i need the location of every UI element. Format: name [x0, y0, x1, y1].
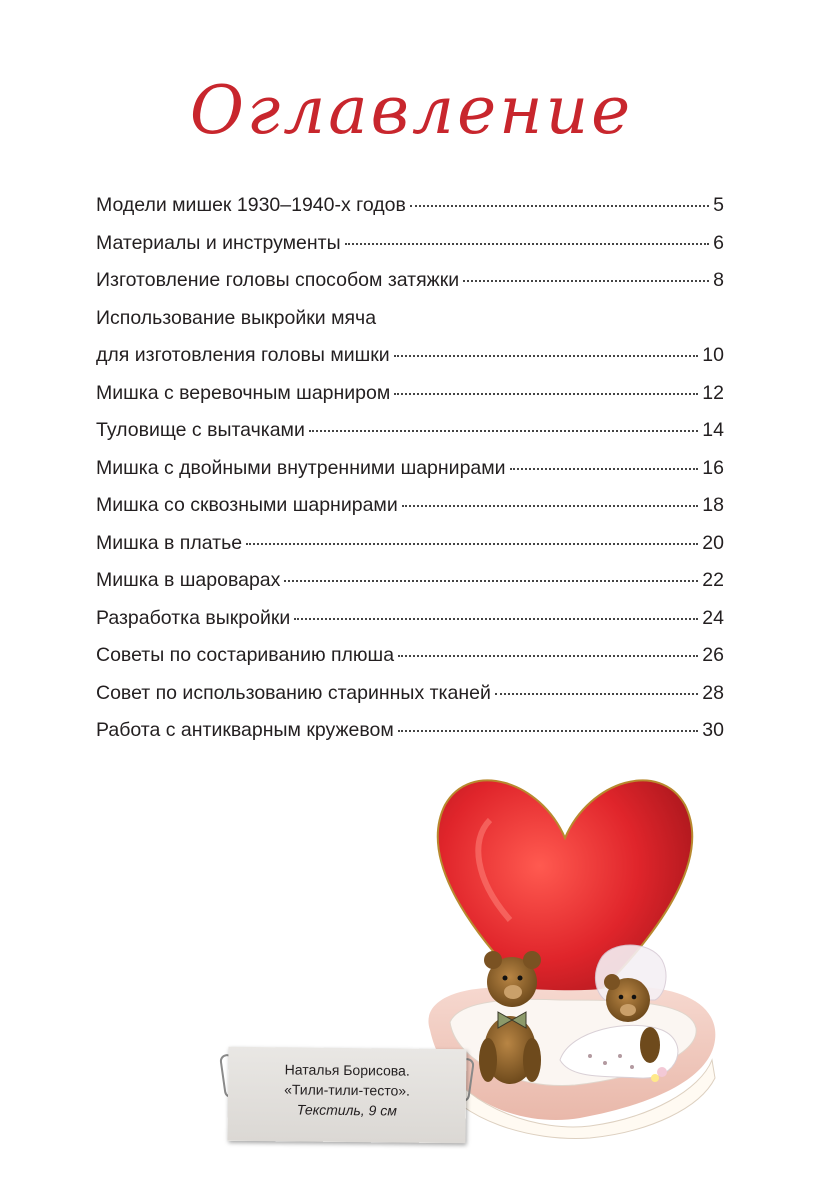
caption-details: Текстиль, 9 см: [296, 1101, 397, 1119]
toc-entry[interactable]: [96, 719, 724, 757]
caption-work: «Тили-тили-тесто».: [284, 1081, 411, 1099]
toc-entry-page: 16: [702, 456, 724, 479]
toc-entry-label: для изготовления головы мишки: [96, 344, 390, 366]
toc-entry[interactable]: [96, 457, 724, 495]
toc-entry-label: Совет по использованию старинных тканей: [96, 681, 491, 704]
toc-entry-page: 24: [702, 606, 724, 629]
toc-entry[interactable]: [96, 232, 724, 270]
toc-entry-label: Модели мишек 1930–1940-х годов: [96, 194, 406, 216]
toc-entry[interactable]: [96, 269, 724, 307]
toc-entry-page: 6: [713, 231, 724, 254]
toc-entry[interactable]: [96, 682, 724, 720]
toc-entry-label: Мишка в шароварах: [96, 569, 281, 591]
toc-entry-label: Туловище с вытачками: [96, 419, 305, 441]
toc-entry-page: 22: [702, 569, 724, 591]
dot-leader: [345, 243, 710, 245]
toc-entry-page: 18: [702, 494, 724, 516]
toc-entry-label: Разработка выкройки: [96, 606, 291, 629]
toc-entry-label: Мишка со сквозными шарнирами: [96, 494, 398, 516]
toc-entry-label: Мишка с веревочным шарниром: [96, 381, 391, 404]
toc-entry-label: Мишка в платье: [96, 531, 243, 554]
toc-entry[interactable]: [96, 419, 724, 457]
caption-author: Наталья Борисова.: [284, 1061, 410, 1079]
dot-leader: [398, 730, 699, 732]
dot-leader: [284, 580, 698, 582]
dot-leader: [402, 505, 699, 507]
toc-entry[interactable]: [96, 644, 724, 682]
toc-entry[interactable]: [96, 382, 724, 420]
dot-leader: [294, 618, 698, 620]
dot-leader: [510, 468, 699, 470]
page-title: Оглавление: [189, 72, 634, 149]
toc-entry-label: Материалы и инструменты: [96, 231, 341, 254]
toc-entry[interactable]: [96, 307, 724, 345]
toc-entry-page: 10: [702, 344, 724, 366]
dot-leader: [410, 205, 709, 207]
dot-leader: [394, 393, 698, 395]
toc-entry-page: 8: [713, 269, 724, 291]
toc-entry-label: Изготовление головы способом затяжки: [96, 269, 460, 291]
dot-leader: [495, 693, 698, 695]
dot-leader: [246, 543, 698, 545]
dot-leader: [309, 430, 698, 432]
toc-entry[interactable]: [96, 532, 724, 570]
toc-entry-page: 14: [702, 419, 724, 441]
toc-entry-label: Работа с антикварным кружевом: [96, 719, 394, 741]
toc-entry[interactable]: [96, 194, 724, 232]
toc-entry-page: 28: [702, 681, 724, 704]
photo-caption-tag: [228, 1047, 467, 1143]
toc-entry-label: Советы по состариванию плюша: [96, 644, 395, 666]
table-of-contents: [96, 194, 724, 757]
toc-entry-page: 30: [702, 719, 724, 741]
dot-leader: [394, 355, 699, 357]
toc-entry[interactable]: [96, 569, 724, 607]
toc-entry-page: 5: [713, 194, 724, 216]
toc-entry[interactable]: [96, 607, 724, 645]
toc-entry[interactable]: [96, 494, 724, 532]
toc-entry-page: 12: [702, 381, 724, 404]
toc-entry-label: Мишка с двойными внутренними шарнирами: [96, 456, 506, 479]
dot-leader: [398, 655, 698, 657]
toc-entry-page: 26: [702, 644, 724, 666]
toc-entry[interactable]: [96, 344, 724, 382]
toc-entry-label: Использование выкройки мяча: [96, 306, 377, 329]
toc-entry-page: 20: [702, 531, 724, 554]
dot-leader: [463, 280, 709, 282]
